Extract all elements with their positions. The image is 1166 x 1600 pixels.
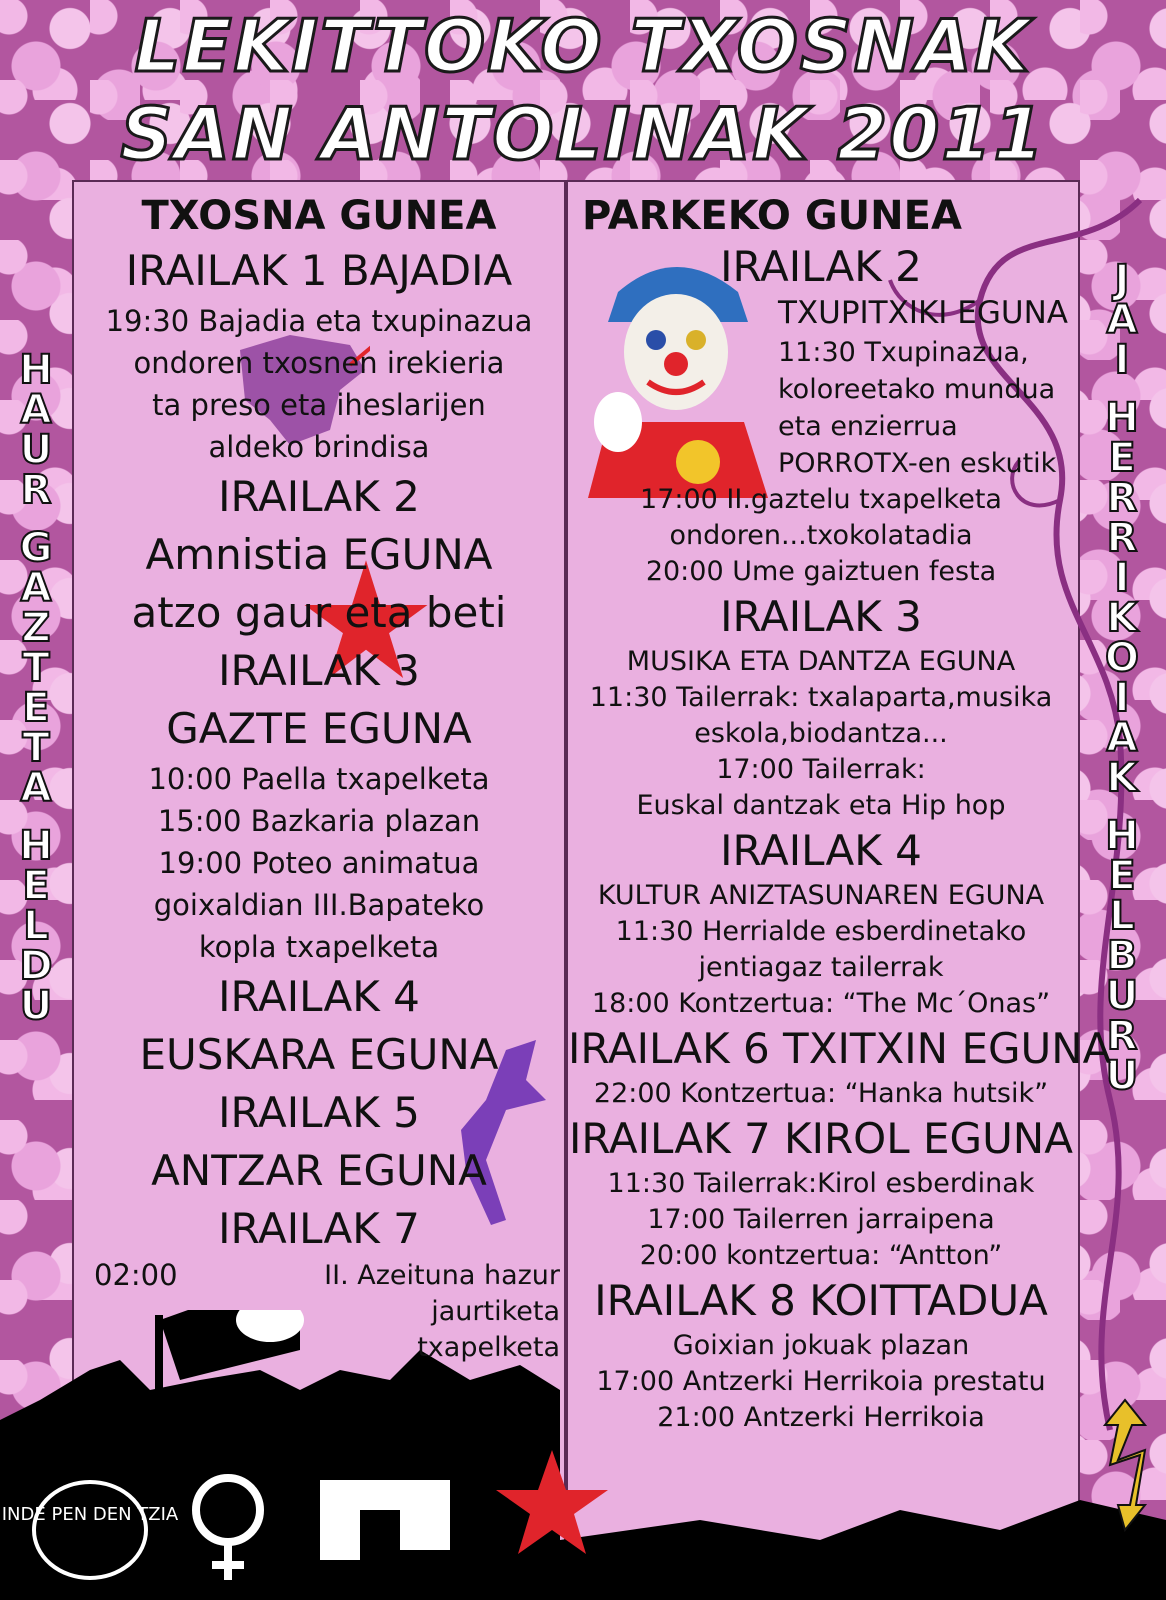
side-letter: K bbox=[1106, 755, 1138, 801]
schedule-line: 11:30 Herrialde esberdinetako bbox=[615, 916, 1027, 947]
side-letter: H bbox=[19, 823, 53, 869]
side-letter: H bbox=[1105, 395, 1139, 441]
schedule-line: 21:00 Antzerki Herrikoia bbox=[657, 1402, 985, 1433]
side-letter: I bbox=[1114, 675, 1130, 721]
independentzia-text: INDE PEN DEN TZIA bbox=[1, 1504, 179, 1525]
schedule-line: 17:00 Antzerki Herrikoia prestatu bbox=[596, 1366, 1046, 1397]
schedule-line: EUSKARA EGUNA bbox=[139, 1030, 499, 1079]
side-letter: A bbox=[20, 765, 52, 811]
right-lines bbox=[568, 482, 1112, 1436]
schedule-line: 17:00 Tailerren jarraipena bbox=[647, 1204, 995, 1235]
side-letter: O bbox=[1104, 635, 1139, 681]
schedule-line: ondoren...txokolatadia bbox=[669, 520, 973, 551]
schedule-line: 17:00 Tailerrak: bbox=[716, 754, 926, 785]
side-letter: U bbox=[1105, 1053, 1139, 1099]
schedule-line: jentiagaz tailerrak bbox=[698, 952, 944, 983]
schedule-line: IRAILAK 1 BAJADIA bbox=[125, 246, 513, 295]
left-lines bbox=[74, 242, 564, 1258]
side-letter: H bbox=[19, 347, 53, 393]
schedule-line: aldeko brindisa bbox=[208, 430, 430, 464]
day2-event-line: 11:30 Txupinazua, bbox=[778, 337, 1029, 368]
side-letter: K bbox=[1106, 595, 1138, 641]
side-letter: R bbox=[1106, 475, 1138, 521]
last-event-block bbox=[74, 1258, 564, 1378]
side-letter: E bbox=[22, 863, 50, 909]
side-letter: R bbox=[20, 467, 52, 513]
last-event-text bbox=[324, 1258, 560, 1366]
schedule-line: ta preso eta iheslarijen bbox=[152, 388, 486, 422]
side-letter: E bbox=[1108, 853, 1136, 899]
title-line-2: SAN ANTOLINAK 2011 bbox=[120, 92, 1046, 176]
schedule-line: 20:00 Ume gaiztuen festa bbox=[645, 556, 997, 587]
side-letter: A bbox=[20, 387, 52, 433]
side-letter: D bbox=[19, 943, 53, 989]
day2-event-line: koloreetako mundua bbox=[778, 374, 1056, 405]
schedule-line: 19:00 Poteo animatua bbox=[158, 846, 480, 880]
side-letter: G bbox=[19, 525, 53, 571]
double-arrow-icon bbox=[1100, 1395, 1150, 1535]
side-letter: J bbox=[1114, 257, 1130, 303]
schedule-line: kopla txapelketa bbox=[198, 930, 440, 964]
schedule-line: IRAILAK 7 KIROL EGUNA bbox=[569, 1114, 1073, 1163]
side-letter: A bbox=[1106, 715, 1138, 761]
side-letter: H bbox=[1105, 813, 1139, 859]
last-event-line: txapelketa bbox=[417, 1332, 560, 1363]
schedule-line: goixaldian III.Bapateko bbox=[153, 888, 485, 922]
side-letter: T bbox=[22, 725, 50, 771]
schedule-line: 11:30 Tailerrak:Kirol esberdinak bbox=[607, 1168, 1035, 1199]
side-letter: T bbox=[22, 645, 50, 691]
schedule-line: Euskal dantzak eta Hip hop bbox=[636, 790, 1006, 821]
schedule-line: 10:00 Paella txapelketa bbox=[148, 762, 490, 796]
parkeko-gunea-column bbox=[568, 190, 1112, 1436]
schedule-line: Goixian jokuak plazan bbox=[672, 1330, 970, 1361]
side-letter: I bbox=[1114, 555, 1130, 601]
right-day2-name: TXUPITXIKI EGUNA bbox=[777, 295, 1068, 331]
side-letter: Z bbox=[21, 605, 51, 651]
side-letter: E bbox=[1108, 435, 1136, 481]
schedule-line: IRAILAK 4 bbox=[720, 826, 922, 875]
schedule-line: 15:00 Bazkaria plazan bbox=[157, 804, 481, 838]
schedule-line: ondoren txosnen irekieria bbox=[133, 346, 505, 380]
right-heading: PARKEKO GUNEA bbox=[582, 193, 962, 239]
side-letter: L bbox=[23, 903, 49, 949]
day2-event-line: PORROTX-en eskutik bbox=[778, 448, 1057, 479]
side-text-left bbox=[8, 347, 64, 1029]
side-letter: R bbox=[1106, 515, 1138, 561]
schedule-line: IRAILAK 5 bbox=[218, 1088, 420, 1137]
schedule-line: 17:00 II.gaztelu txapelketa bbox=[640, 484, 1002, 515]
side-letter: E bbox=[22, 685, 50, 731]
schedule-line: IRAILAK 8 KOITTADUA bbox=[594, 1276, 1048, 1325]
side-letter: A bbox=[20, 565, 52, 611]
schedule-line: KULTUR ANIZTASUNAREN EGUNA bbox=[597, 880, 1045, 911]
title-line-1: LEKITTOKO TXOSNAK bbox=[134, 4, 1032, 88]
schedule-line: IRAILAK 6 TXITXIN EGUNA bbox=[568, 1024, 1112, 1073]
right-day2-events bbox=[568, 334, 1074, 482]
schedule-line: atzo gaur eta beti bbox=[131, 588, 507, 637]
side-letter: I bbox=[1114, 337, 1130, 383]
schedule-line: 19:30 Bajadia eta txupinazua bbox=[105, 304, 533, 338]
last-event-time: 02:00 bbox=[94, 1258, 178, 1292]
schedule-line: 18:00 Kontzertua: “The Mc´Onas” bbox=[591, 988, 1051, 1019]
last-event-line: II. Azeituna hazur bbox=[324, 1260, 560, 1291]
side-letter: U bbox=[1105, 973, 1139, 1019]
side-letter: B bbox=[1106, 933, 1138, 979]
schedule-line: 11:30 Tailerrak: txalaparta,musika bbox=[589, 682, 1053, 713]
schedule-line: IRAILAK 2 bbox=[218, 472, 420, 521]
side-letter: U bbox=[19, 983, 53, 1029]
last-event-line: jaurtiketa bbox=[431, 1296, 560, 1327]
side-letter: R bbox=[1106, 1013, 1138, 1059]
schedule-line: 22:00 Kontzertua: “Hanka hutsik” bbox=[593, 1078, 1049, 1109]
schedule-line: eskola,biodantza... bbox=[694, 718, 948, 749]
schedule-line: IRAILAK 3 bbox=[218, 646, 420, 695]
side-letter: A bbox=[1106, 297, 1138, 343]
side-letter: L bbox=[1109, 893, 1135, 939]
schedule-line: MUSIKA ETA DANTZA EGUNA bbox=[626, 646, 1016, 677]
day2-event-line: eta enzierrua bbox=[778, 411, 958, 442]
txosna-gunea-column bbox=[74, 190, 564, 1378]
schedule-line: ANTZAR EGUNA bbox=[151, 1146, 487, 1195]
schedule-line: IRAILAK 7 bbox=[218, 1204, 420, 1253]
schedule-line: GAZTE EGUNA bbox=[166, 704, 472, 753]
schedule-line: 20:00 kontzertua: “Antton” bbox=[639, 1240, 1003, 1271]
side-text-right bbox=[1092, 257, 1152, 1099]
right-day2: IRAILAK 2 bbox=[720, 242, 922, 291]
schedule-line: IRAILAK 4 bbox=[218, 972, 420, 1021]
left-heading: TXOSNA GUNEA bbox=[141, 193, 497, 239]
schedule-line: IRAILAK 3 bbox=[720, 592, 922, 641]
side-letter: U bbox=[19, 427, 53, 473]
schedule-line: Amnistia EGUNA bbox=[145, 530, 493, 579]
